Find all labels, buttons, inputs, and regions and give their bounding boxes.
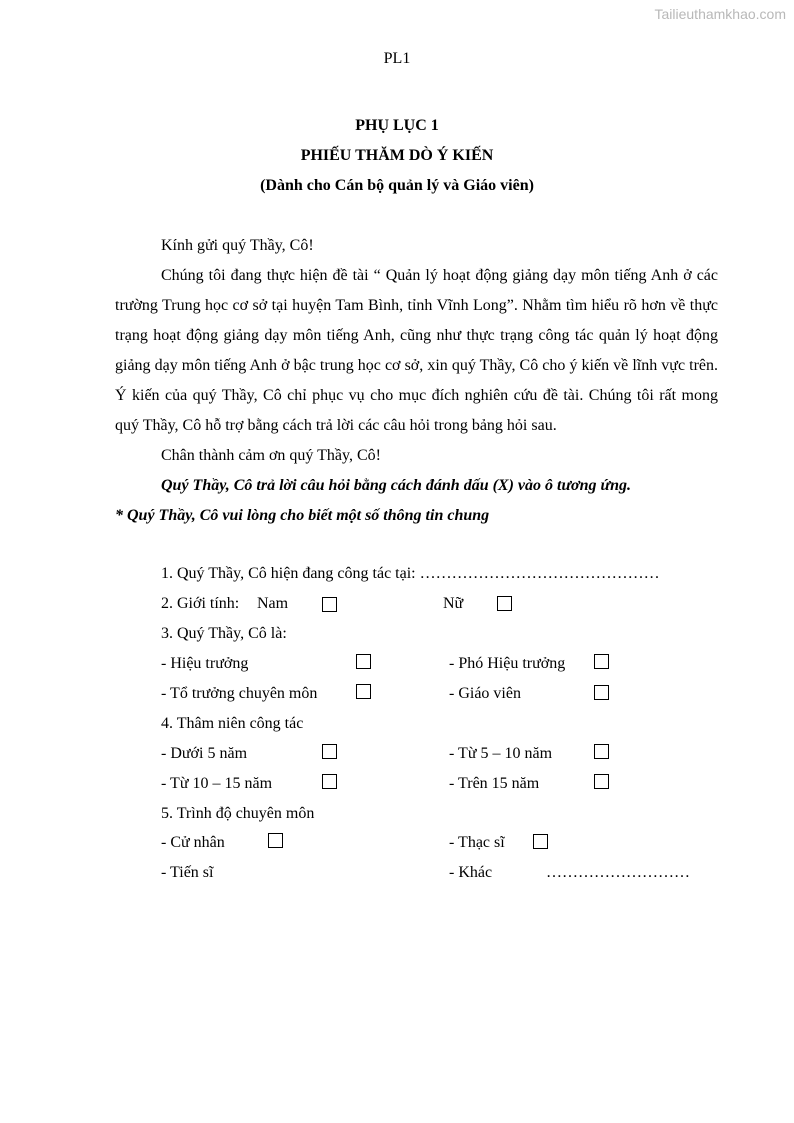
role-principal-label: - Hiệu trưởng bbox=[161, 655, 249, 672]
gender-male-label: Nam bbox=[257, 595, 289, 612]
role-principal-checkbox[interactable] bbox=[356, 654, 371, 669]
seniority-10to15-checkbox[interactable] bbox=[322, 774, 337, 789]
intro-paragraph: Chúng tôi đang thực hiện đề tài “ Quản lý hoạt động giảng dạy môn tiếng Anh ở các trường Trung học cơ sở tại huyện Tam Bình, tỉnh Vĩnh Long”. Nhằm tìm hiểu rõ hơn về thực trạng hoạt động giảng dạy môn tiếng Anh, cũng như thực trạng công tác quản lý hoạt động giảng dạy môn tiếng Anh ở bậc trung học cơ sở, xin quý Thầy, Cô cho ý kiến về lĩnh vực trên. Ý kiến của quý Thầy, Cô chỉ phục vụ cho mục đích nghiên cứu đề tài. Chúng tôi rất mong quý Thầy, Cô hỗ trợ bằng cách trả lời các câu hỏi trong bảng hỏi sau. bbox=[115, 267, 718, 434]
degree-other-label: - Khác bbox=[449, 864, 493, 881]
role-teacher-checkbox[interactable] bbox=[594, 685, 609, 700]
question-5-label: 5. Trình độ chuyên môn bbox=[161, 805, 315, 822]
watermark: Tailieuthamkhao.com bbox=[654, 6, 786, 22]
question-1: 1. Quý Thầy, Cô hiện đang công tác tại: ……………………………………… bbox=[161, 565, 660, 582]
page-label: PL1 bbox=[383, 50, 411, 67]
degree-master-label: - Thạc sĩ bbox=[449, 834, 505, 851]
gender-female-label: Nữ bbox=[443, 595, 464, 612]
gender-female-checkbox[interactable] bbox=[497, 596, 512, 611]
section-title: * Quý Thầy, Cô vui lòng cho biết một số thông tin chung bbox=[115, 507, 490, 524]
degree-bachelor-checkbox[interactable] bbox=[268, 833, 283, 848]
question-3-label: 3. Quý Thầy, Cô là: bbox=[161, 625, 287, 642]
seniority-under5-label: - Dưới 5 năm bbox=[161, 745, 248, 762]
gender-male-checkbox[interactable] bbox=[322, 597, 337, 612]
degree-doctor-label: - Tiến sĩ bbox=[161, 864, 214, 881]
role-vice-principal-label: - Phó Hiệu trưởng bbox=[449, 655, 566, 672]
seniority-5to10-checkbox[interactable] bbox=[594, 744, 609, 759]
greeting: Kính gửi quý Thầy, Cô! bbox=[161, 237, 314, 254]
seniority-over15-checkbox[interactable] bbox=[594, 774, 609, 789]
role-dept-head-checkbox[interactable] bbox=[356, 684, 371, 699]
letter-body bbox=[115, 231, 718, 531]
seniority-10to15-label: - Từ 10 – 15 năm bbox=[161, 775, 273, 792]
thanks-line: Chân thành cảm ơn quý Thầy, Cô! bbox=[161, 447, 381, 464]
role-teacher-label: - Giáo viên bbox=[449, 685, 521, 702]
seniority-under5-checkbox[interactable] bbox=[322, 744, 337, 759]
role-vice-principal-checkbox[interactable] bbox=[594, 654, 609, 669]
seniority-5to10-label: - Từ 5 – 10 năm bbox=[449, 745, 553, 762]
survey-title: PHIẾU THĂM DÒ Ý KIẾN bbox=[300, 147, 494, 164]
degree-bachelor-label: - Cử nhân bbox=[161, 834, 225, 851]
question-4-label: 4. Thâm niên công tác bbox=[161, 715, 304, 732]
degree-other-blank[interactable]: ……………………… bbox=[546, 864, 690, 881]
role-dept-head-label: - Tổ trưởng chuyên môn bbox=[161, 685, 318, 702]
question-2-label: 2. Giới tính: bbox=[161, 595, 240, 612]
seniority-over15-label: - Trên 15 năm bbox=[449, 775, 540, 792]
instruction-line: Quý Thầy, Cô trả lời câu hỏi bằng cách đánh dấu (X) vào ô tương ứng. bbox=[161, 477, 632, 494]
degree-master-checkbox[interactable] bbox=[533, 834, 548, 849]
survey-audience: (Dành cho Cán bộ quản lý và Giáo viên) bbox=[260, 177, 534, 194]
appendix-title: PHỤ LỤC 1 bbox=[355, 117, 439, 134]
